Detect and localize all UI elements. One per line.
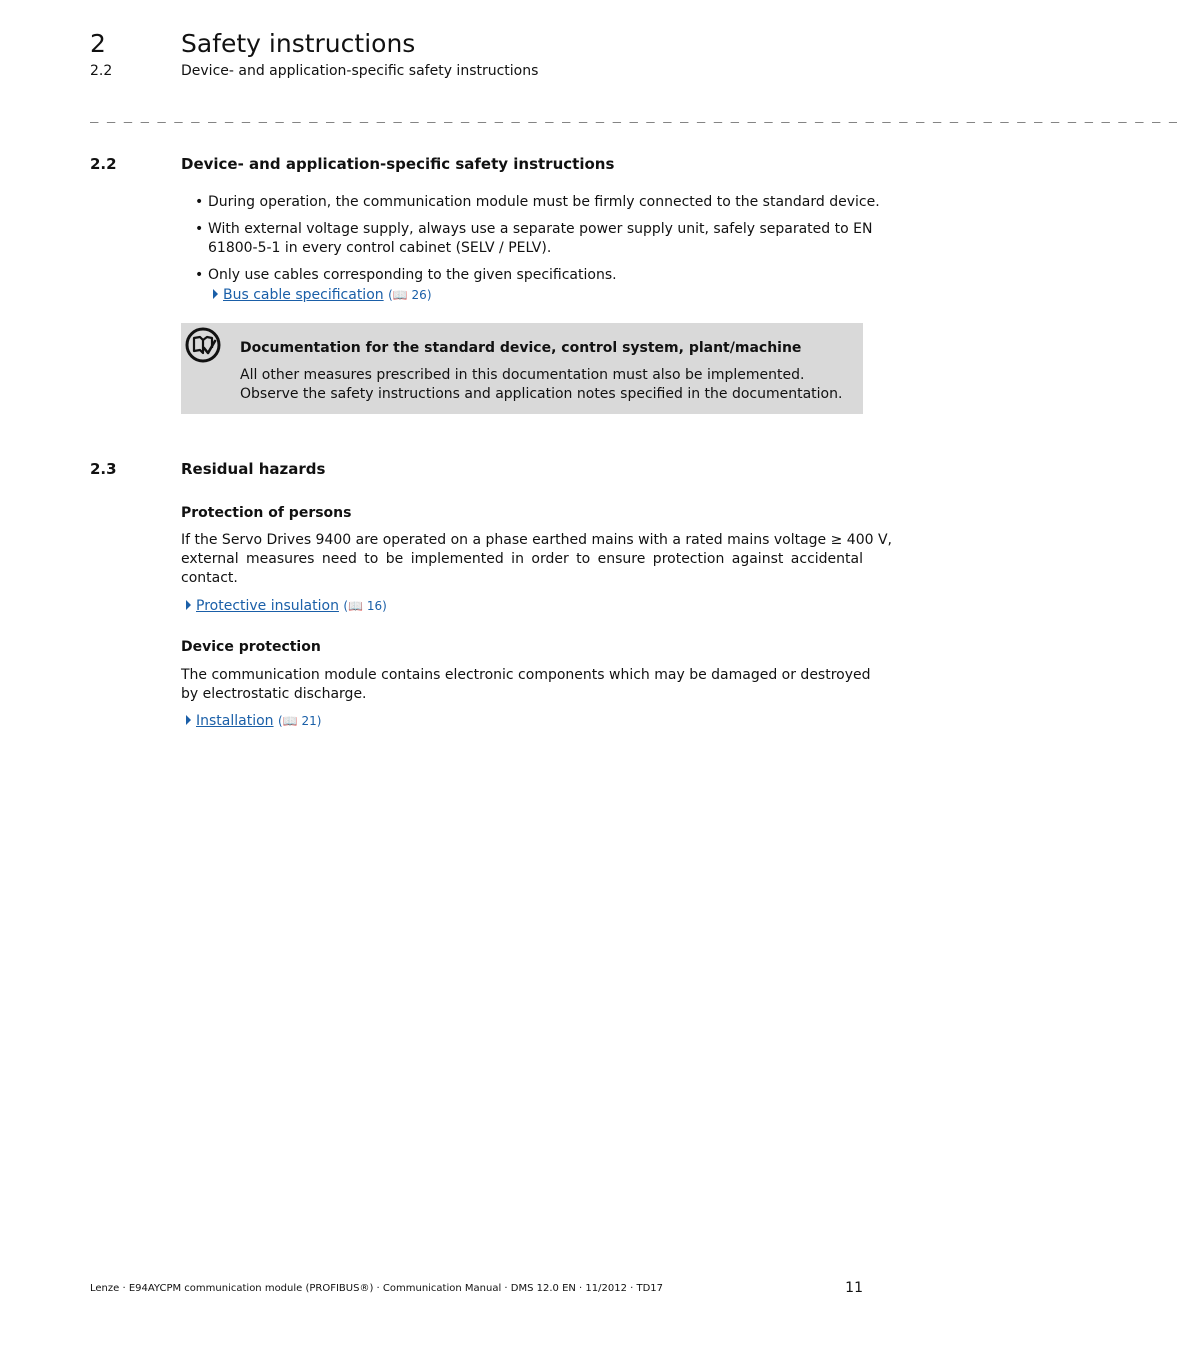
section-2-3-number: 2.3 <box>90 460 117 478</box>
manual-reference-icon <box>184 326 222 364</box>
section-2-3-title: Residual hazards <box>181 460 326 478</box>
persons-paragraph-line3: contact. <box>181 570 238 586</box>
device-protection-heading: Device protection <box>181 639 321 655</box>
link-arrow-icon <box>213 289 218 299</box>
bullet-power-supply-line2: 61800-5-1 in every control cabinet (SELV / PELV). <box>208 240 552 256</box>
bus-cable-link-row <box>213 286 432 305</box>
bullet-operation-connection: During operation, the communication module must be firmly connected to the standard device. <box>208 194 880 210</box>
note-line-1: All other measures prescribed in this documentation must also be implemented. <box>240 367 805 383</box>
footer-document-info: Lenze · E94AYCPM communication module (PROFIBUS®) · Communication Manual · DMS 12.0 EN · 11/2012 · TD17 <box>90 1283 664 1294</box>
protective-insulation-link-row <box>186 597 387 616</box>
page-reference[interactable]: (📖 16) <box>343 599 386 613</box>
persons-paragraph-line2: external measures need to be implemented in order to ensure protection against accidental <box>181 551 863 567</box>
device-paragraph-line1: The communication module contains electronic components which may be damaged or destroyed <box>181 667 871 683</box>
installation-link[interactable]: Installation <box>196 713 274 729</box>
protective-insulation-link[interactable]: Protective insulation <box>196 598 339 614</box>
header-separator: _ _ _ _ _ _ _ _ _ _ _ _ _ _ _ _ _ _ _ _ _ _ _ _ _ _ _ _ _ _ _ _ _ _ _ _ _ _ _ _ _ _ _ _ _ _ _ _ _ _ _ _ _ _ _ _ _ _ _ _ _ _ _ _ _ <box>90 107 1177 123</box>
chapter-number: 2 <box>90 29 106 58</box>
bullet-marker: • <box>195 267 204 283</box>
bullet-cables: Only use cables corresponding to the given specifications. <box>208 267 617 283</box>
book-icon: 📖 <box>282 714 298 728</box>
page-reference[interactable]: (📖 21) <box>278 714 321 728</box>
section-2-2-number: 2.2 <box>90 155 117 173</box>
bullet-marker: • <box>195 194 204 210</box>
chapter-title: Safety instructions <box>181 29 416 58</box>
header-section-number: 2.2 <box>90 63 113 79</box>
installation-link-row <box>186 712 321 731</box>
book-icon: 📖 <box>392 288 408 302</box>
link-arrow-icon <box>186 600 191 610</box>
book-icon: 📖 <box>348 599 364 613</box>
note-title: Documentation for the standard device, control system, plant/machine <box>240 340 802 356</box>
note-line-2: Observe the safety instructions and application notes specified in the documentation. <box>240 386 843 402</box>
page-reference[interactable]: (📖 26) <box>388 288 431 302</box>
protection-of-persons-heading: Protection of persons <box>181 505 352 521</box>
section-2-2-title: Device- and application-specific safety instructions <box>181 155 615 173</box>
bullet-marker: • <box>195 221 204 237</box>
bus-cable-specification-link[interactable]: Bus cable specification <box>223 287 384 303</box>
page-number: 11 <box>845 1280 863 1296</box>
documentation-note-box <box>181 323 863 414</box>
persons-paragraph-line1: If the Servo Drives 9400 are operated on a phase earthed mains with a rated mains voltage ≥ 400 V, <box>181 532 892 548</box>
device-paragraph-line2: by electrostatic discharge. <box>181 686 367 702</box>
bullet-power-supply-line1: With external voltage supply, always use a separate power supply unit, safely separated to EN <box>208 221 873 237</box>
link-arrow-icon <box>186 715 191 725</box>
header-section-title: Device- and application-specific safety instructions <box>181 63 539 79</box>
